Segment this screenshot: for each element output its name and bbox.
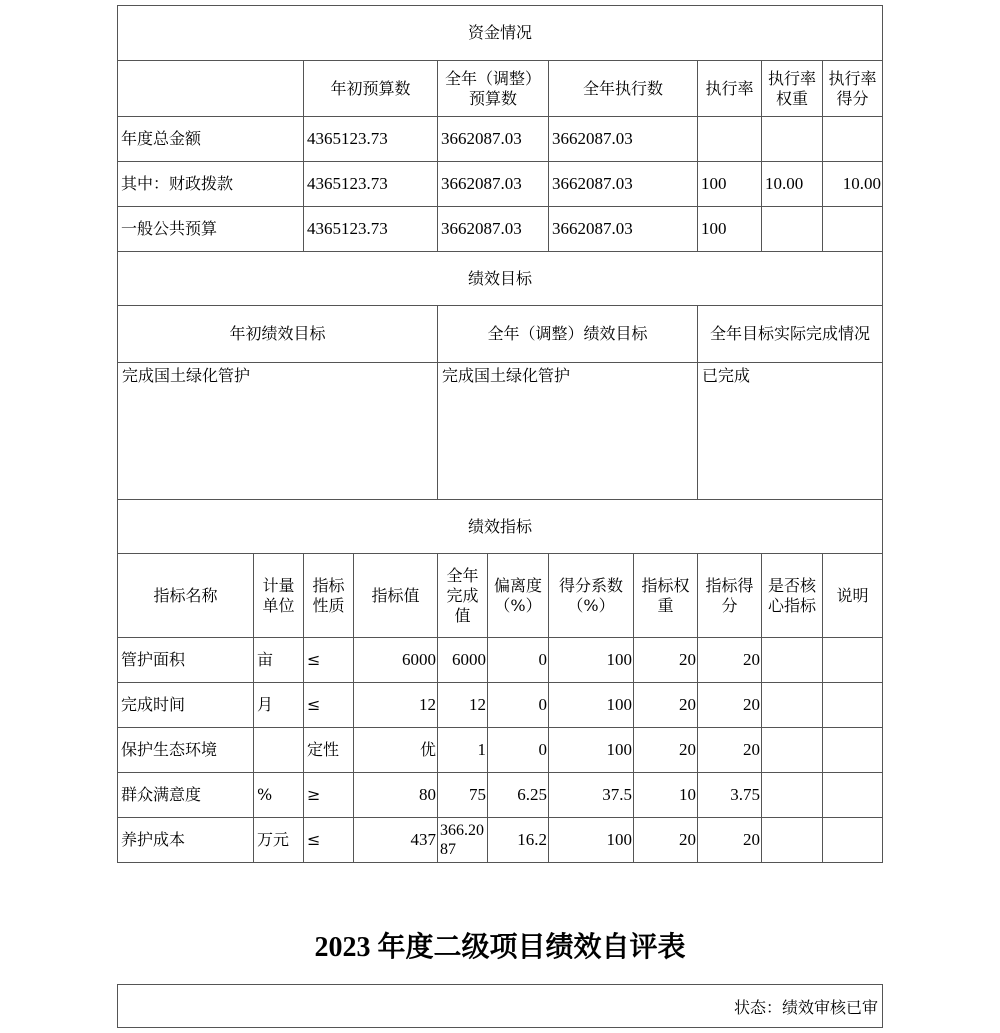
ind-row-actual: 366.2087 — [437, 817, 488, 863]
ind-header-name: 指标名称 — [117, 553, 254, 638]
ind-row-coef: 100 — [548, 817, 634, 863]
ind-row-weight: 20 — [633, 637, 698, 683]
ind-row-actual: 1 — [437, 727, 488, 773]
ind-row-score: 20 — [697, 637, 762, 683]
ind-row-weight: 10 — [633, 772, 698, 818]
ind-row-name: 管护面积 — [117, 637, 254, 683]
funds-header-blank — [117, 60, 304, 117]
funds-row-name: 其中：财政拨款 — [117, 161, 304, 207]
ind-row-deviation: 6.25 — [487, 772, 549, 818]
ind-row-deviation: 0 — [487, 682, 549, 728]
goals-header-adjusted: 全年（调整）绩效目标 — [437, 305, 698, 363]
funds-row-score — [822, 116, 883, 162]
ind-row-note — [822, 772, 883, 818]
funds-header-score: 执行率得分 — [822, 60, 883, 117]
ind-row-nature: ≤ — [303, 682, 354, 728]
ind-row-target: 优 — [353, 727, 438, 773]
funds-header-rate: 执行率 — [697, 60, 762, 117]
ind-row-deviation: 0 — [487, 637, 549, 683]
funds-header-adjusted: 全年（调整）预算数 — [437, 60, 549, 117]
ind-row-core — [761, 727, 823, 773]
ind-row-coef: 100 — [548, 682, 634, 728]
ind-row-unit — [253, 727, 304, 773]
ind-row-coef: 100 — [548, 637, 634, 683]
funds-row-initial: 4365123.73 — [303, 206, 438, 252]
ind-row-coef: 100 — [548, 727, 634, 773]
ind-row-actual: 6000 — [437, 637, 488, 683]
funds-row-adjusted: 3662087.03 — [437, 161, 549, 207]
ind-row-weight: 20 — [633, 727, 698, 773]
funds-row-executed: 3662087.03 — [548, 161, 698, 207]
ind-row-target: 12 — [353, 682, 438, 728]
ind-row-target: 437 — [353, 817, 438, 863]
ind-header-deviation: 偏离度（%） — [487, 553, 549, 638]
ind-header-weight: 指标权重 — [633, 553, 698, 638]
ind-row-nature: ≥ — [303, 772, 354, 818]
ind-row-note — [822, 682, 883, 728]
ind-row-note — [822, 727, 883, 773]
ind-row-name: 群众满意度 — [117, 772, 254, 818]
indicators-section-title: 绩效指标 — [117, 499, 883, 554]
funds-row-executed: 3662087.03 — [548, 116, 698, 162]
funds-row-rate: 100 — [697, 206, 762, 252]
goals-actual-text: 已完成 — [697, 362, 883, 500]
ind-row-coef: 37.5 — [548, 772, 634, 818]
funds-row-name: 一般公共预算 — [117, 206, 304, 252]
ind-row-unit: 万元 — [253, 817, 304, 863]
ind-row-deviation: 0 — [487, 727, 549, 773]
funds-row-initial: 4365123.73 — [303, 116, 438, 162]
goals-header-actual: 全年目标实际完成情况 — [697, 305, 883, 363]
ind-row-unit: 月 — [253, 682, 304, 728]
ind-header-coef: 得分系数（%） — [548, 553, 634, 638]
funds-row-name: 年度总金额 — [117, 116, 304, 162]
ind-row-note — [822, 637, 883, 683]
ind-row-core — [761, 637, 823, 683]
funds-row-rate: 100 — [697, 161, 762, 207]
ind-row-nature: ≤ — [303, 637, 354, 683]
ind-row-nature: ≤ — [303, 817, 354, 863]
funds-row-rate — [697, 116, 762, 162]
ind-row-name: 保护生态环境 — [117, 727, 254, 773]
ind-header-actual: 全年完成值 — [437, 553, 488, 638]
goals-header-initial: 年初绩效目标 — [117, 305, 438, 363]
ind-row-weight: 20 — [633, 817, 698, 863]
goals-adjusted-text: 完成国土绿化管护 — [437, 362, 698, 500]
page-title: 2023 年度二级项目绩效自评表 — [314, 932, 686, 963]
ind-row-actual: 12 — [437, 682, 488, 728]
ind-row-deviation: 16.2 — [487, 817, 549, 863]
ind-row-score: 20 — [697, 682, 762, 728]
ind-header-target: 指标值 — [353, 553, 438, 638]
ind-header-note: 说明 — [822, 553, 883, 638]
goals-section-title: 绩效目标 — [117, 251, 883, 306]
ind-row-name: 养护成本 — [117, 817, 254, 863]
funds-header-initial: 年初预算数 — [303, 60, 438, 117]
funds-row-weight — [761, 116, 823, 162]
ind-row-name: 完成时间 — [117, 682, 254, 728]
ind-row-target: 6000 — [353, 637, 438, 683]
ind-header-score: 指标得分 — [697, 553, 762, 638]
ind-row-unit: 亩 — [253, 637, 304, 683]
funds-row-score — [822, 206, 883, 252]
funds-row-weight — [761, 206, 823, 252]
status-text: 状态：绩效审核已审 — [117, 984, 883, 1028]
funds-header-weight: 执行率权重 — [761, 60, 823, 117]
funds-row-adjusted: 3662087.03 — [437, 206, 549, 252]
funds-header-executed: 全年执行数 — [548, 60, 698, 117]
ind-row-core — [761, 772, 823, 818]
ind-row-unit: % — [253, 772, 304, 818]
ind-header-core: 是否核心指标 — [761, 553, 823, 638]
ind-row-core — [761, 817, 823, 863]
funds-row-executed: 3662087.03 — [548, 206, 698, 252]
ind-row-score: 20 — [697, 817, 762, 863]
ind-row-nature: 定性 — [303, 727, 354, 773]
ind-header-nature: 指标性质 — [303, 553, 354, 638]
funds-section-title: 资金情况 — [117, 5, 883, 61]
ind-header-unit: 计量单位 — [253, 553, 304, 638]
funds-row-initial: 4365123.73 — [303, 161, 438, 207]
funds-row-score: 10.00 — [822, 161, 883, 207]
goals-initial-text: 完成国土绿化管护 — [117, 362, 438, 500]
ind-row-score: 20 — [697, 727, 762, 773]
funds-row-weight: 10.00 — [761, 161, 823, 207]
funds-row-adjusted: 3662087.03 — [437, 116, 549, 162]
ind-row-actual: 75 — [437, 772, 488, 818]
ind-row-target: 80 — [353, 772, 438, 818]
ind-row-score: 3.75 — [697, 772, 762, 818]
ind-row-note — [822, 817, 883, 863]
ind-row-weight: 20 — [633, 682, 698, 728]
ind-row-core — [761, 682, 823, 728]
